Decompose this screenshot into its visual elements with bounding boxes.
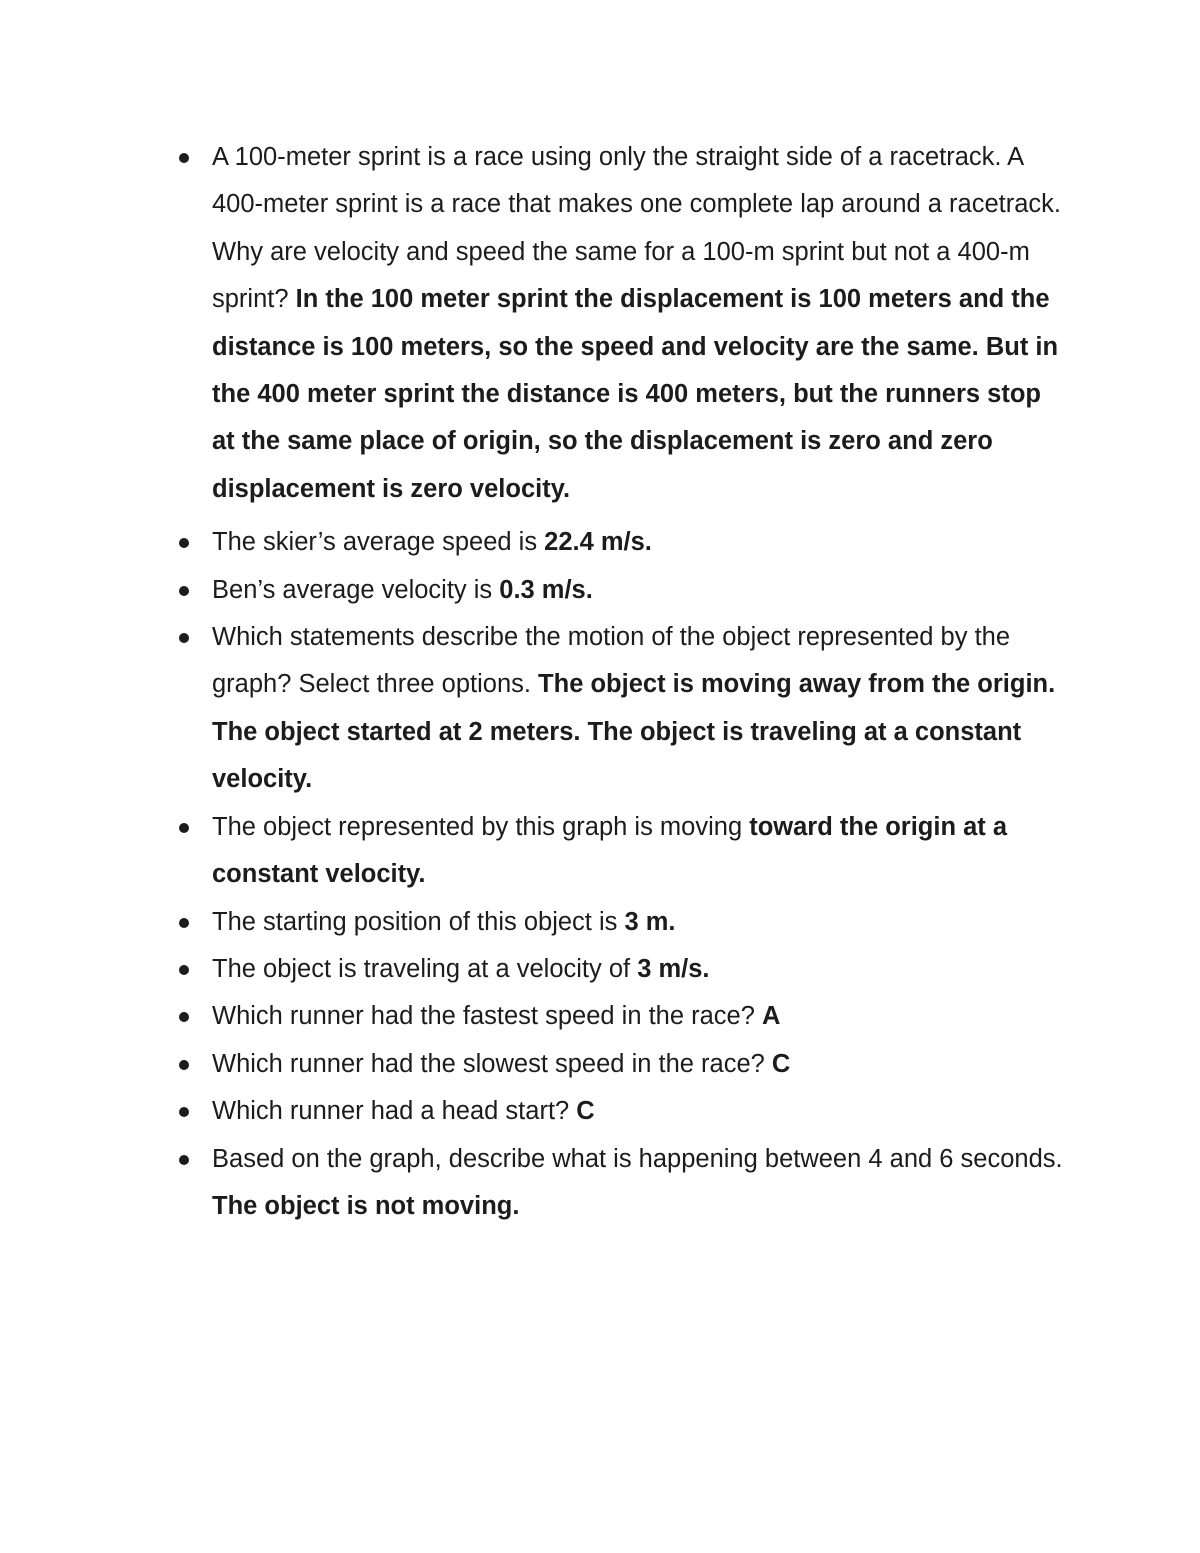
list-item bbox=[212, 804, 1064, 899]
bullet-icon bbox=[179, 633, 189, 643]
list-item bbox=[212, 519, 1064, 566]
answer-text: C bbox=[576, 1097, 595, 1126]
list-item bbox=[212, 614, 1064, 804]
question-text: A 100-meter sprint is a race using only the straight side of a racetrack. A 400-meter sprint is a race that makes one complete lap around a racetrack. Why are velocity and speed the same for a 100-m sprint but not a 400-m sprint? bbox=[212, 143, 1062, 314]
answer-text: C bbox=[771, 1049, 791, 1078]
bullet-icon bbox=[179, 1155, 189, 1165]
answer-text: 3 m/s. bbox=[637, 954, 710, 983]
bullet-icon bbox=[179, 1107, 189, 1117]
bullet-icon bbox=[179, 965, 189, 975]
question-text: Which runner had the fastest speed in the race? bbox=[212, 1002, 762, 1031]
answer-text: 22.4 m/s. bbox=[544, 528, 652, 557]
list-item bbox=[212, 1088, 1064, 1135]
question-text: The object is traveling at a velocity of bbox=[212, 954, 638, 983]
bullet-icon bbox=[179, 586, 189, 596]
list-item bbox=[212, 567, 1064, 614]
document-body bbox=[212, 134, 1064, 1230]
list-item bbox=[212, 1136, 1064, 1231]
answer-text: A bbox=[762, 1002, 781, 1031]
bullet-icon bbox=[179, 1012, 189, 1022]
bullet-icon bbox=[179, 823, 189, 833]
answer-text: 0.3 m/s. bbox=[499, 575, 593, 604]
question-text: Ben’s average velocity is bbox=[212, 575, 500, 604]
list-item bbox=[212, 946, 1064, 993]
answer-list bbox=[212, 134, 1064, 1230]
question-text: Which statements describe the motion of the object represented by the graph? Select three options. bbox=[212, 623, 1011, 699]
answer-text: The object is not moving. bbox=[212, 1191, 520, 1220]
answer-text: In the 100 meter sprint the displacement is 100 meters and the distance is 100 meters, so the speed and velocity are the same. But in the 400 meter sprint the distance is 400 meters, but the runners stop at the same place of origin, so the displacement is zero and zero displacement is zero velocity. bbox=[212, 285, 1059, 503]
question-text: Which runner had a head start? bbox=[212, 1097, 577, 1126]
question-text: The starting position of this object is bbox=[212, 907, 625, 936]
question-text: The skier’s average speed is bbox=[212, 528, 545, 557]
answer-text: toward the origin at a constant velocity. bbox=[212, 812, 1008, 889]
list-item bbox=[212, 993, 1064, 1040]
list-item bbox=[212, 899, 1064, 946]
question-text: Which runner had the slowest speed in the race? bbox=[212, 1049, 772, 1078]
list-item bbox=[212, 134, 1064, 513]
answer-text: 3 m. bbox=[624, 907, 676, 936]
bullet-icon bbox=[179, 918, 189, 928]
answer-text: The object is moving away from the origin. The object started at 2 meters. The object is traveling at a constant velocity. bbox=[212, 670, 1056, 794]
bullet-icon bbox=[179, 153, 189, 163]
list-item bbox=[212, 1041, 1064, 1088]
bullet-icon bbox=[179, 1060, 189, 1070]
question-text: The object represented by this graph is moving bbox=[212, 812, 750, 841]
question-text: Based on the graph, describe what is happening between 4 and 6 seconds. bbox=[212, 1144, 1063, 1173]
bullet-icon bbox=[179, 538, 189, 548]
